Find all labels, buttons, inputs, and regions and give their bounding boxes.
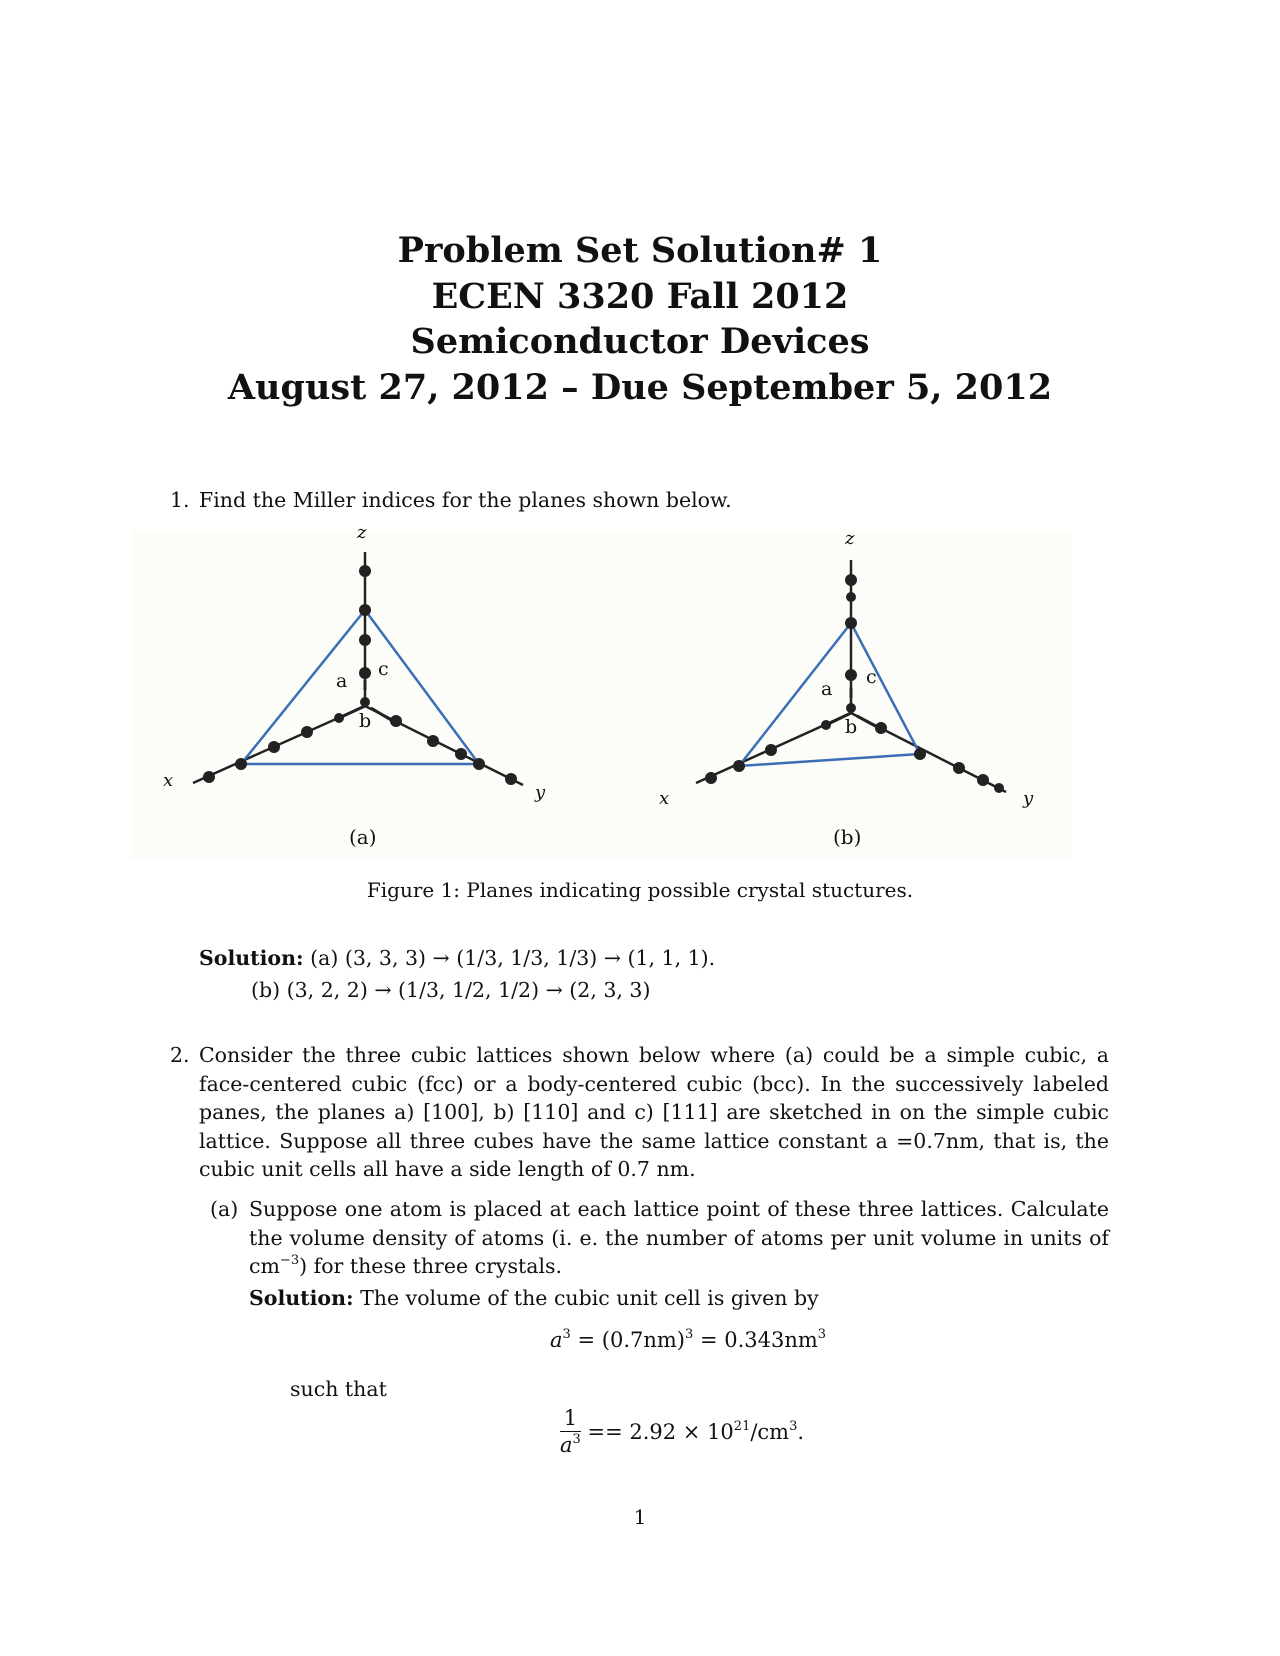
problem-1-number: 1. [170, 488, 190, 512]
solution-1b: (b) (3, 2, 2) → (1/3, 1/2, 1/2) → (2, 3, 3) [251, 978, 651, 1002]
solution-label: Solution: [199, 946, 304, 970]
eq1-rhs: = (0.7nm) [577, 1328, 685, 1352]
page-number: 1 [633, 1505, 647, 1529]
problem-2a-text-post: ) for these three crystals. [299, 1254, 563, 1278]
problem-1-solution [199, 944, 715, 973]
panel-a-vector-b: b [359, 710, 372, 732]
panel-a-y-label: y [535, 782, 546, 803]
problem-2a-label: (a) [210, 1197, 239, 1221]
panel-b-vector-a: a [821, 678, 833, 700]
eq1-lhs: a [550, 1328, 563, 1352]
solution-2a-text: The volume of the cubic unit cell is given by [360, 1286, 819, 1310]
figure-1-svg [131, 530, 1071, 860]
title-line-4: August 27, 2012 – Due September 5, 2012 [227, 366, 1053, 408]
panel-b [696, 560, 1006, 793]
title-line-3: Semiconductor Devices [410, 321, 870, 362]
figure-1 [131, 522, 1071, 860]
problem-2a-text [249, 1195, 1109, 1281]
eq1-val: = 0.343nm [699, 1328, 818, 1352]
equation-2 [560, 1405, 804, 1458]
panel-a-x-label: x [163, 770, 174, 791]
problem-2-number: 2. [170, 1043, 190, 1067]
eq2-denominator: $a^3$ [560, 1432, 581, 1457]
title-line-1: Problem Set Solution# 1 [397, 230, 883, 271]
eq2-value: == $2.92 \times 10^{21}/cm^3$. [587, 1418, 805, 1444]
panel-b-lattice-points [705, 574, 1004, 793]
problem-1-text: Find the Miller indices for the planes shown below. [199, 488, 732, 512]
problem-2a-text-pre: Suppose one atom is placed at each lattice point of these three lattices. Calculate the volume density of atoms (i. e. the number of atoms per unit volume in units of cm [249, 1197, 1109, 1278]
panel-b-y-label: y [1023, 788, 1034, 809]
title-line-2: ECEN 3320 Fall 2012 [431, 275, 849, 317]
problem-2a-text-exp: −3 [279, 1253, 300, 1268]
solution-1a: (a) (3, 3, 3) → (1/3, 1/3, 1/3) → (1, 1, 1). [310, 946, 716, 970]
panel-a-z-label: z [357, 522, 367, 543]
eq2-fraction [560, 1405, 581, 1458]
panel-a-vector-c: c [378, 658, 389, 680]
panel-a-label: (a) [349, 825, 377, 849]
document-title [0, 228, 1280, 410]
problem-2-text: Consider the three cubic lattices shown below where (a) could be a simple cubic, a face-centered cubic (fcc) or a body-centered cubic (bcc). In the successively labeled panes, the planes a) [100], b) [110] and c) [111] are sketched in on the simple cubic lattice. Suppose all three cubes have the same lattice constant a =0.7nm, that is, the cubic unit cells all have a side length of 0.7 nm. [199, 1043, 1109, 1181]
equation-1: $a^3 = (0.7nm)^3 = 0.343nm^3$ [550, 1327, 827, 1352]
panel-b-label: (b) [833, 825, 862, 849]
figure-1-caption: Figure 1: Planes indicating possible crystal stuctures. [366, 878, 914, 902]
panel-a [193, 552, 523, 785]
such-that-text: such that [290, 1377, 387, 1401]
eq2-numerator: 1 [560, 1405, 581, 1432]
panel-b-z-label: z [845, 528, 855, 549]
solution-label-2a: Solution: [249, 1286, 354, 1310]
panel-a-vector-a: a [336, 670, 348, 692]
panel-a-plane [241, 610, 479, 764]
problem-2a-solution [249, 1284, 819, 1313]
panel-b-x-label: x [659, 788, 670, 809]
panel-b-vector-c: c [866, 666, 877, 688]
panel-b-vector-b: b [845, 716, 858, 738]
